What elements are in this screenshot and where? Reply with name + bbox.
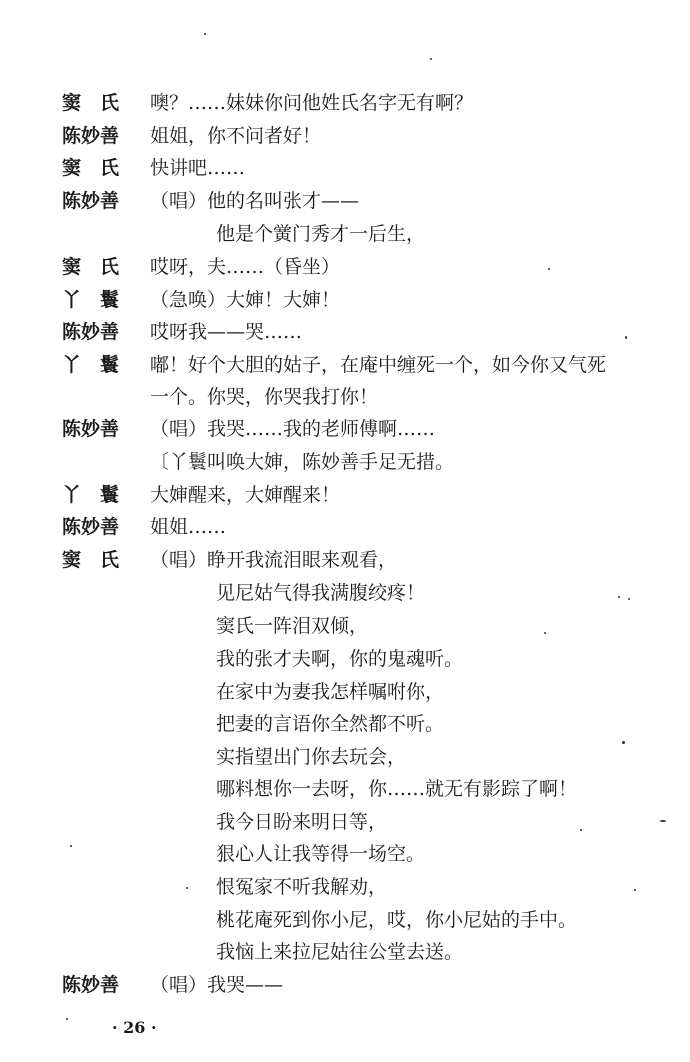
scan-speck	[625, 336, 627, 339]
line-text: 姐姐，你不问者好！	[150, 125, 322, 147]
line-text: 狠心人让我等得一场空。	[216, 843, 426, 865]
speaker-name: 窦 氏	[62, 92, 120, 114]
line-text: （唱）我哭——	[150, 974, 284, 996]
line-text: 我的张才夫啊，你的鬼魂听。	[216, 648, 464, 670]
speaker-name: 陈妙善	[62, 418, 120, 440]
speaker-name: 陈妙善	[62, 190, 120, 212]
line-text: 见尼姑气得我满腹绞疼！	[216, 582, 426, 604]
scan-speck	[628, 598, 630, 600]
line-text: （急唤）大婶！大婶！	[150, 289, 341, 311]
scan-speck	[430, 58, 432, 60]
scan-speck	[204, 33, 206, 35]
line-text: 快讲吧……	[150, 157, 246, 179]
page-number: · 26 ·	[112, 1018, 157, 1037]
scan-speck	[70, 845, 72, 847]
speaker-name: 丫 鬟	[62, 484, 120, 506]
line-text: 哎呀，夫……（昏坐）	[150, 256, 341, 278]
scan-speck	[66, 1018, 68, 1020]
line-text: 桃花庵死到你小尼，哎，你小尼姑的手中。	[216, 909, 578, 931]
scan-speck	[634, 889, 636, 891]
scan-speck	[548, 268, 550, 270]
line-text: 窦氏一阵泪双倾，	[216, 615, 369, 637]
line-text: 姐姐……	[150, 516, 227, 538]
line-text: 一个。你哭，你哭我打你！	[150, 386, 379, 408]
speaker-name: 陈妙善	[62, 125, 120, 147]
line-text: （唱）睁开我流泪眼来观看，	[150, 549, 398, 571]
speaker-name: 窦 氏	[62, 256, 120, 278]
scan-speck	[618, 596, 620, 598]
speaker-name: 陈妙善	[62, 321, 120, 343]
scan-speck	[544, 632, 546, 634]
line-text: 哪料想你一去呀，你……就无有影踪了啊！	[216, 778, 578, 800]
line-text: （唱）他的名叫张才——	[150, 190, 360, 212]
line-text: 在家中为妻我怎样嘱咐你，	[216, 681, 445, 703]
speaker-name: 陈妙善	[62, 974, 120, 996]
speaker-name: 窦 氏	[62, 549, 120, 571]
line-text: 他是个黉门秀才一后生，	[216, 223, 426, 245]
line-text: 〔丫鬟叫唤大婶，陈妙善手足无措。	[150, 451, 455, 473]
line-text: 我今日盼来明日等，	[216, 811, 388, 833]
speaker-name: 丫 鬟	[62, 354, 120, 376]
speaker-name: 窦 氏	[62, 157, 120, 179]
line-text: 噢？……妹妹你问他姓氏名字无有啊？	[150, 92, 474, 114]
scan-speck	[186, 887, 188, 889]
line-text: 嘟！好个大胆的姑子，在庵中缠死一个，如今你又气死	[150, 354, 607, 376]
line-text: 哎呀我——哭……	[150, 321, 303, 343]
scan-speck	[622, 741, 625, 744]
speaker-name: 丫 鬟	[62, 289, 120, 311]
line-text: 恨冤家不听我解劝，	[216, 876, 388, 898]
scan-speck	[660, 820, 666, 822]
line-text: 大婶醒来，大婶醒来！	[150, 484, 341, 506]
line-text: 我恼上来拉尼姑往公堂去送。	[216, 941, 464, 963]
line-text: （唱）我哭……我的老师傅啊……	[150, 418, 436, 440]
line-text: 实指望出门你去玩会，	[216, 746, 407, 768]
line-text: 把妻的言语你全然都不听。	[216, 713, 445, 735]
scan-speck	[580, 829, 582, 831]
speaker-name: 陈妙善	[62, 516, 120, 538]
